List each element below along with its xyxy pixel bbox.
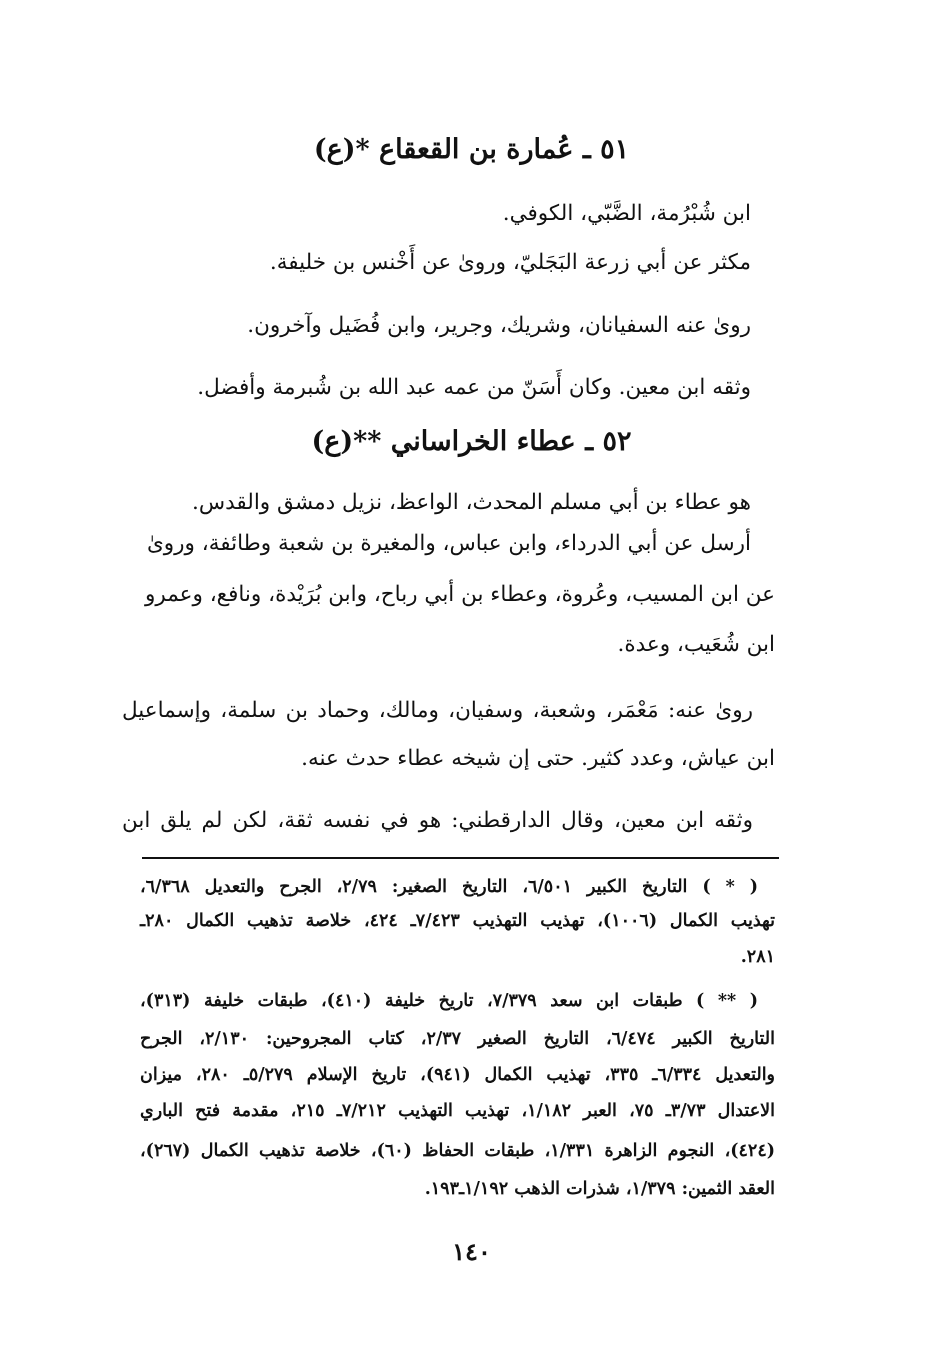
entry-52-line-3: عن ابن المسيب، وعُروة، وعطاء بن أبي رباح، وابن بُرَيْدة، ونافع، وعمرو [145, 582, 775, 607]
footnote-2-line-6: العقد الثمين: ١/٣٧٩، شذرات الذهب ١/١٩٢ـ١٩٣. [424, 1179, 775, 1199]
footnote-1-line-2: تهذيب الكمال (١٠٠٦)، تهذيب التهذيب ٧/٤٢٣ـ ٤٢٤، خلاصة تذهيب الكمال ٢٨٠ـ [140, 911, 775, 931]
entry-52-line-5: روىٰ عنه: مَعْمَر، وشعبة، وسفيان، ومالك، وحماد بن سلمة، وإسماعيل [122, 698, 753, 723]
entry-51-line-1: ابن شُبْرُمة، الضَّبّي، الكوفي. [502, 201, 751, 226]
footnote-2-line-3: والتعديل ٦/٣٣٤ـ ٣٣٥، تهذيب الكمال (٩٤١)، تاريخ الإسلام ٥/٢٧٩ـ ٢٨٠، ميزان [140, 1065, 776, 1085]
entry-52-line-2: أرسل عن أبي الدرداء، وابن عباس، والمغيرة بن شعبة وطائفة، وروىٰ [146, 531, 751, 556]
entry-51-heading: ٥١ ـ عُمارة بن القعقاع *(ع) [313, 134, 630, 165]
entry-51-line-3: روىٰ عنه السفيانان، وشريك، وجرير، وابن فُضَيل وآخرون. [247, 313, 751, 338]
entry-52-line-1: هو عطاء بن أبي مسلم المحدث، الواعظ، نزيل دمشق والقدس. [192, 490, 751, 515]
footnote-2-line-2: التاريخ الكبير ٦/٤٧٤، التاريخ الصغير ٢/٣٧، كتاب المجروحين: ٢/١٣٠، الجرح [140, 1029, 775, 1049]
footnote-1-line-3: ٢٨١. [740, 947, 775, 967]
footnote-2-line-1: ( ** ) طبقات ابن سعد ٧/٣٧٩، تاريخ خليفة (٤١٠)، طبقات خليفة (٣١٣)، [140, 991, 758, 1011]
footnote-2-line-5: (٤٢٤)، النجوم الزاهرة ١/٣٣١، طبقات الحفاظ (٦٠)، خلاصة تذهيب الكمال (٢٦٧)، [140, 1141, 775, 1161]
footnote-divider [142, 857, 779, 859]
footnote-2-line-4: الاعتدال ٣/٧٣ـ ٧٥، العبر ١/١٨٢، تهذيب التهذيب ٧/٢١٢ـ ٢١٥، مقدمة فتح الباري [140, 1101, 775, 1121]
entry-52-line-4: ابن شُعَيب، وعدة. [617, 632, 775, 657]
entry-52-line-6: ابن عياش، وعدد كثير. حتى إن شيخه عطاء حدث عنه. [301, 746, 775, 771]
entry-51-line-2: مكثر عن أبي زرعة البَجَليّ، وروىٰ عن أَخْنس بن خليفة. [269, 250, 751, 275]
footnote-1-line-1: ( * ) التاريخ الكبير ٦/٥٠١، التاريخ الصغير: ٢/٧٩، الجرح والتعديل ٦/٣٦٨، [140, 877, 758, 897]
entry-52-line-7: وثقه ابن معين، وقال الدارقطني: هو في نفسه ثقة، لكن لم يلق ابن [122, 808, 753, 833]
page-number: ١٤٠ [452, 1237, 491, 1266]
entry-51-line-4: وثقه ابن معين. وكان أَسَنّ من عمه عبد الله بن شُبرمة وأفضل. [197, 375, 751, 400]
entry-52-heading: ٥٢ ـ عطاء الخراساني **(ع) [311, 426, 632, 457]
